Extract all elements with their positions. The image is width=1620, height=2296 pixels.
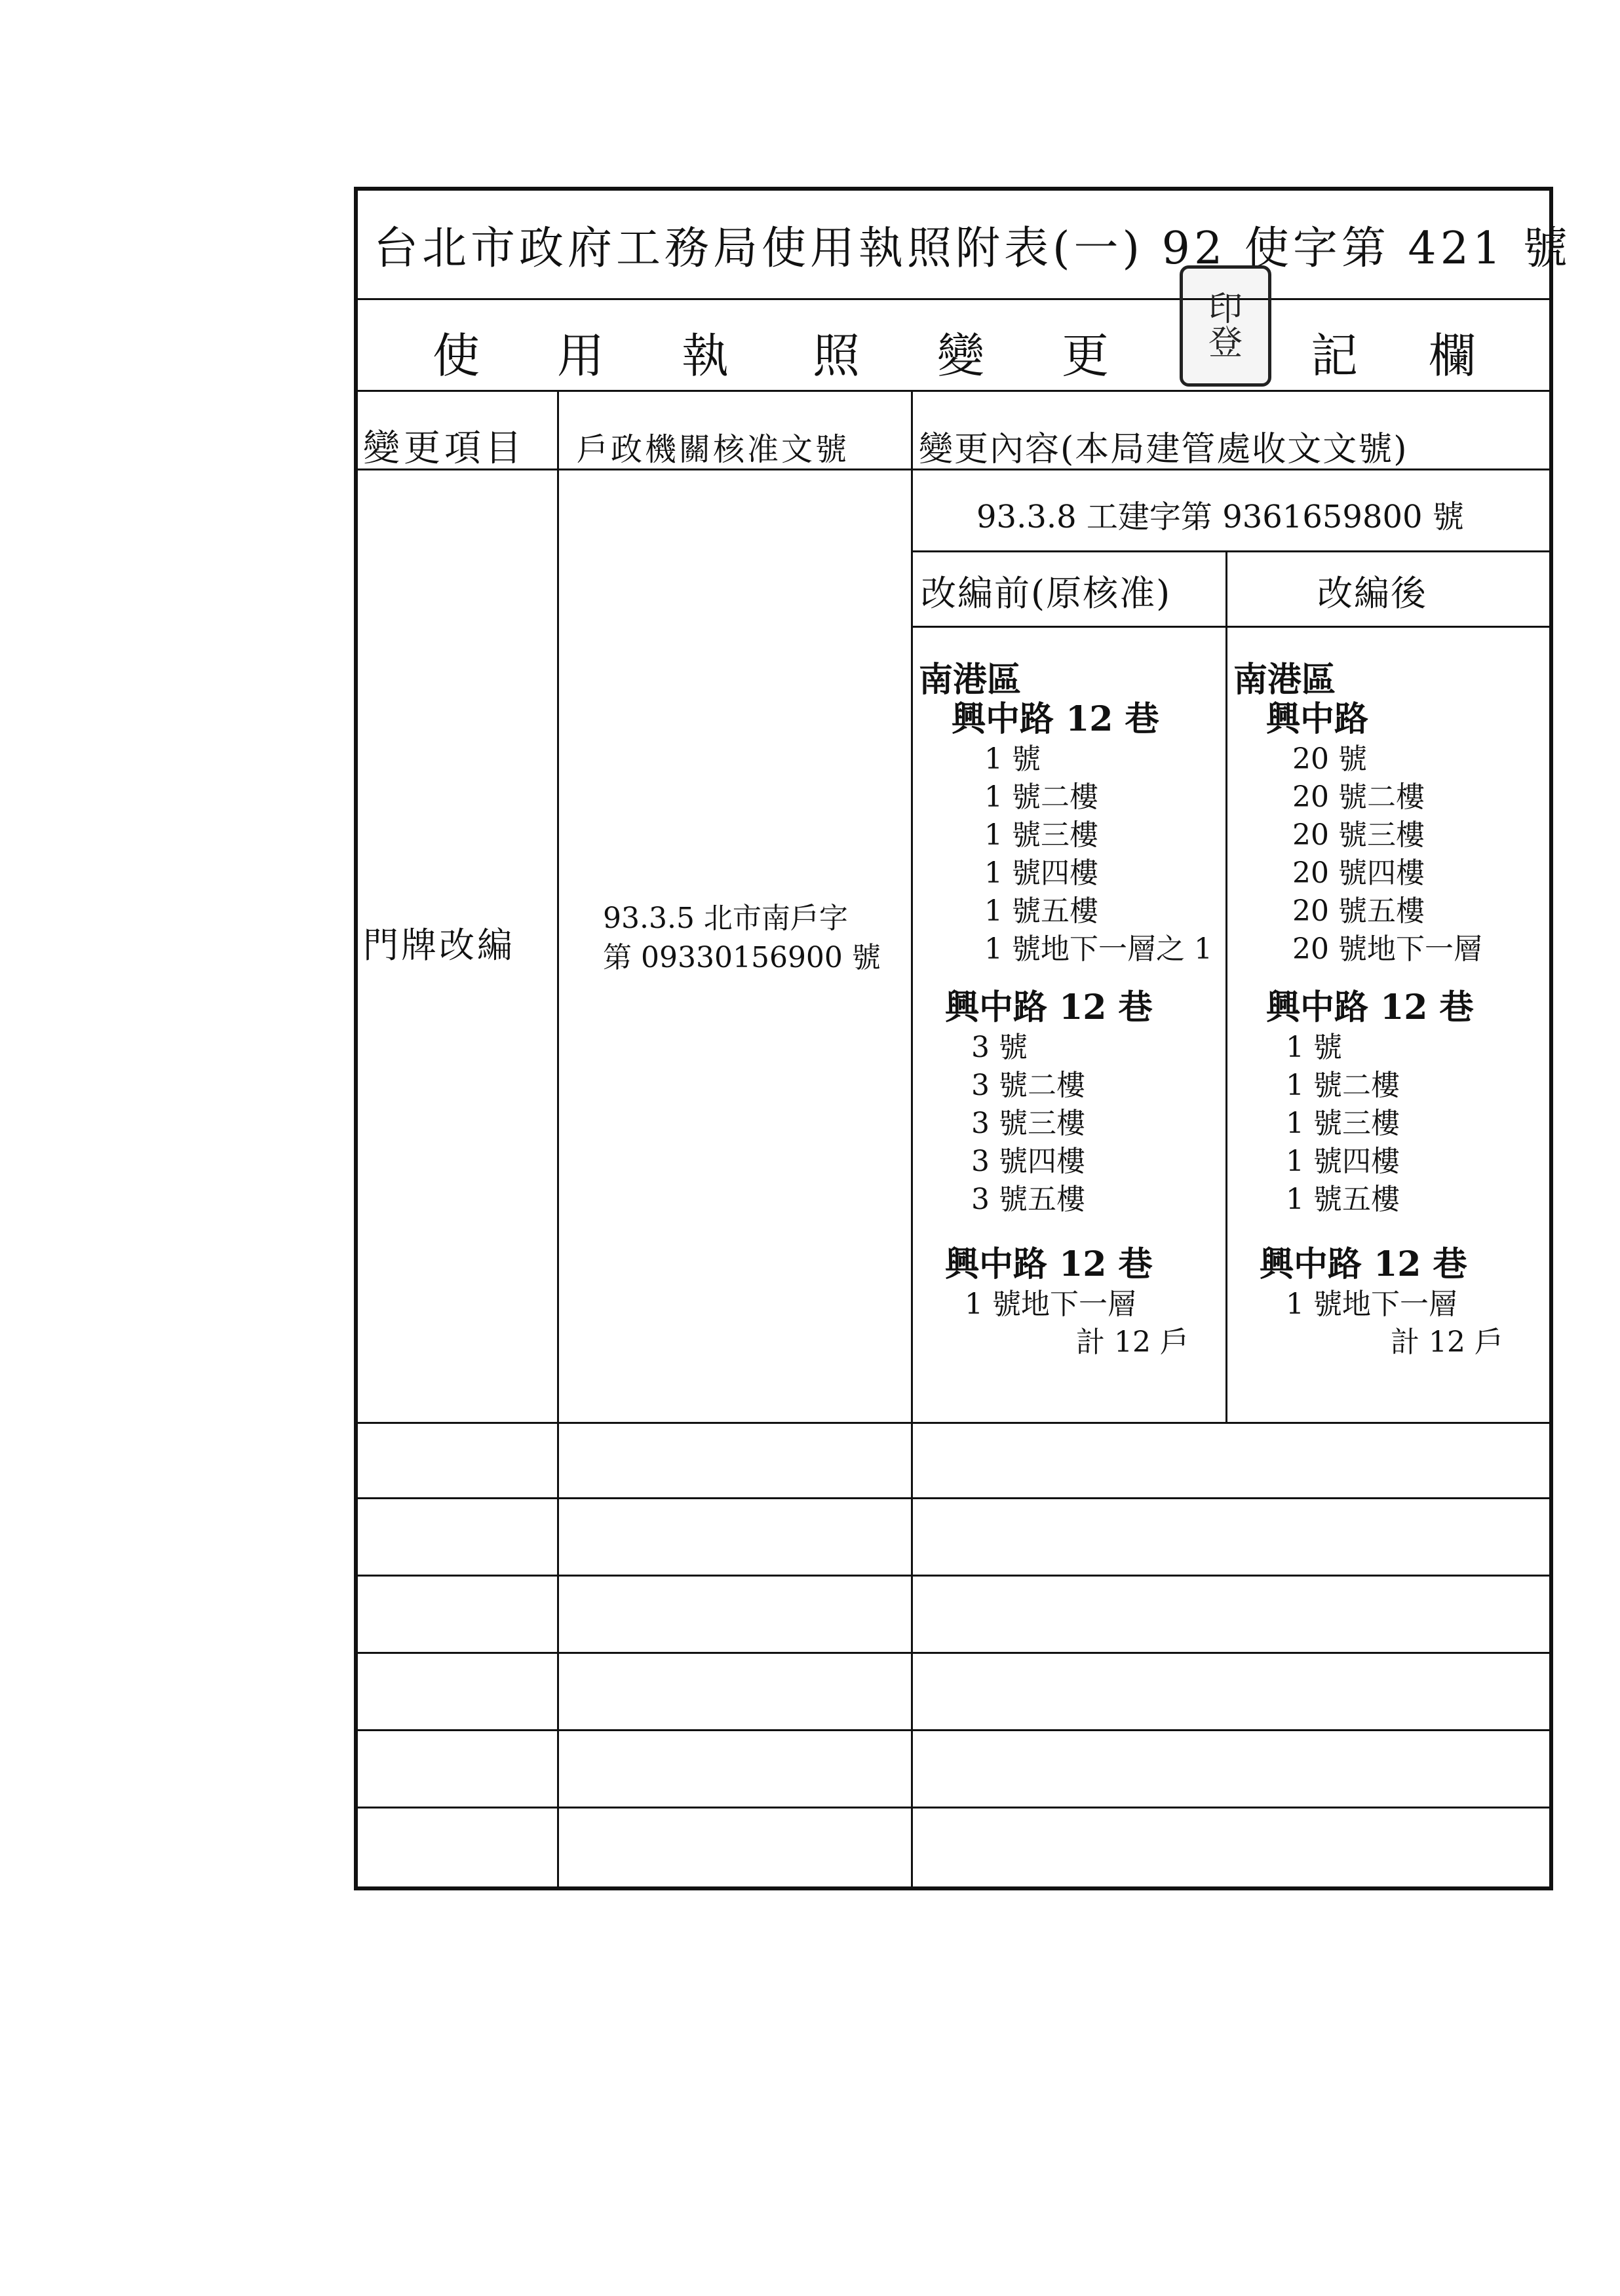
column-header-approval: 戶政機關核准文號 (577, 431, 850, 468)
list-item: 1 號三樓 (1286, 1107, 1400, 1140)
banner-char: 欄 (1429, 328, 1476, 383)
before-label: 改編前(原核准) (921, 573, 1172, 614)
banner-char: 使 (433, 328, 480, 383)
official-seal (1180, 265, 1271, 387)
list-item: 1 號五樓 (1286, 1183, 1400, 1216)
household-total: 計 12 戶 (1076, 1326, 1189, 1359)
list-item: 1 號二樓 (984, 780, 1098, 814)
district: 南港區 (919, 660, 1022, 700)
list-item: 20 號五樓 (1292, 894, 1425, 928)
list-item: 1 號 (1286, 1031, 1342, 1064)
list-item: 1 號三樓 (984, 818, 1098, 852)
column-header-item: 變更項目 (363, 427, 526, 470)
banner-char: 更 (1062, 328, 1109, 383)
approval-number-line2: 第 09330156900 號 (603, 941, 881, 974)
list-item: 1 號二樓 (1286, 1069, 1400, 1102)
list-item: 1 號 (984, 742, 1041, 776)
list-item: 3 號五樓 (971, 1183, 1085, 1216)
district: 南港區 (1233, 660, 1336, 700)
list-item: 3 號三樓 (971, 1107, 1085, 1140)
seal-char: 登 (1208, 323, 1243, 363)
page-title: 台北市政府工務局使用執照附表(一) 92 使字第 421 號 (374, 223, 1572, 275)
list-item: 3 號四樓 (971, 1145, 1085, 1178)
divider (354, 1422, 1553, 1424)
list-item: 1 號四樓 (1286, 1145, 1400, 1178)
list-item: 1 號四樓 (984, 856, 1098, 890)
list-item: 3 號 (971, 1031, 1028, 1064)
list-item: 20 號 (1292, 742, 1367, 776)
list-item: 20 號三樓 (1292, 818, 1425, 852)
divider (354, 1575, 1553, 1577)
group-title: 興中路 12 巷 (1260, 1244, 1467, 1284)
approval-number-line1: 93.3.5 北市南戶字 (603, 902, 848, 935)
change-item: 門牌改編 (363, 925, 515, 966)
divider (354, 1652, 1553, 1654)
list-item: 20 號地下一層 (1292, 932, 1482, 966)
divider (354, 1729, 1553, 1731)
column-divider (911, 390, 913, 1890)
list-item: 20 號二樓 (1292, 780, 1425, 814)
after-address-list (1233, 662, 1503, 1362)
list-item: 20 號四樓 (1292, 856, 1425, 890)
after-label: 改編後 (1317, 573, 1427, 614)
divider (354, 1807, 1553, 1808)
divider (354, 390, 1553, 392)
column-divider (557, 390, 559, 1890)
household-total: 計 12 戶 (1391, 1326, 1503, 1359)
divider (911, 626, 1553, 628)
column-divider (1225, 550, 1227, 1422)
list-item: 3 號二樓 (971, 1069, 1085, 1102)
list-item: 1 號地下一層之 1 (984, 932, 1212, 966)
divider (354, 298, 1553, 300)
banner-char: 記 (1311, 328, 1359, 383)
list-item: 1 號地下一層 (1286, 1288, 1457, 1321)
column-header-content: 變更內容(本局建管處收文文號) (919, 430, 1408, 469)
list-item: 1 號五樓 (984, 894, 1098, 928)
divider (354, 1497, 1553, 1499)
banner-char: 用 (557, 328, 605, 383)
group-title: 興中路 12 巷 (945, 1244, 1153, 1284)
before-address-list (919, 662, 1212, 1362)
usage-permit-change-table (354, 187, 1572, 1890)
banner-char: 照 (813, 328, 860, 383)
list-item: 1 號地下一層 (965, 1288, 1136, 1321)
banner-char: 執 (682, 328, 729, 383)
divider (911, 550, 1553, 552)
group-title: 興中路 12 巷 (945, 987, 1153, 1027)
group-title: 興中路 12 巷 (952, 699, 1159, 739)
banner-char: 變 (937, 328, 985, 383)
seal-char: 印 (1208, 289, 1243, 329)
group-title: 興中路 (1266, 699, 1369, 739)
content-reference: 93.3.8 工建字第 9361659800 號 (976, 499, 1464, 535)
group-title: 興中路 12 巷 (1266, 987, 1474, 1027)
